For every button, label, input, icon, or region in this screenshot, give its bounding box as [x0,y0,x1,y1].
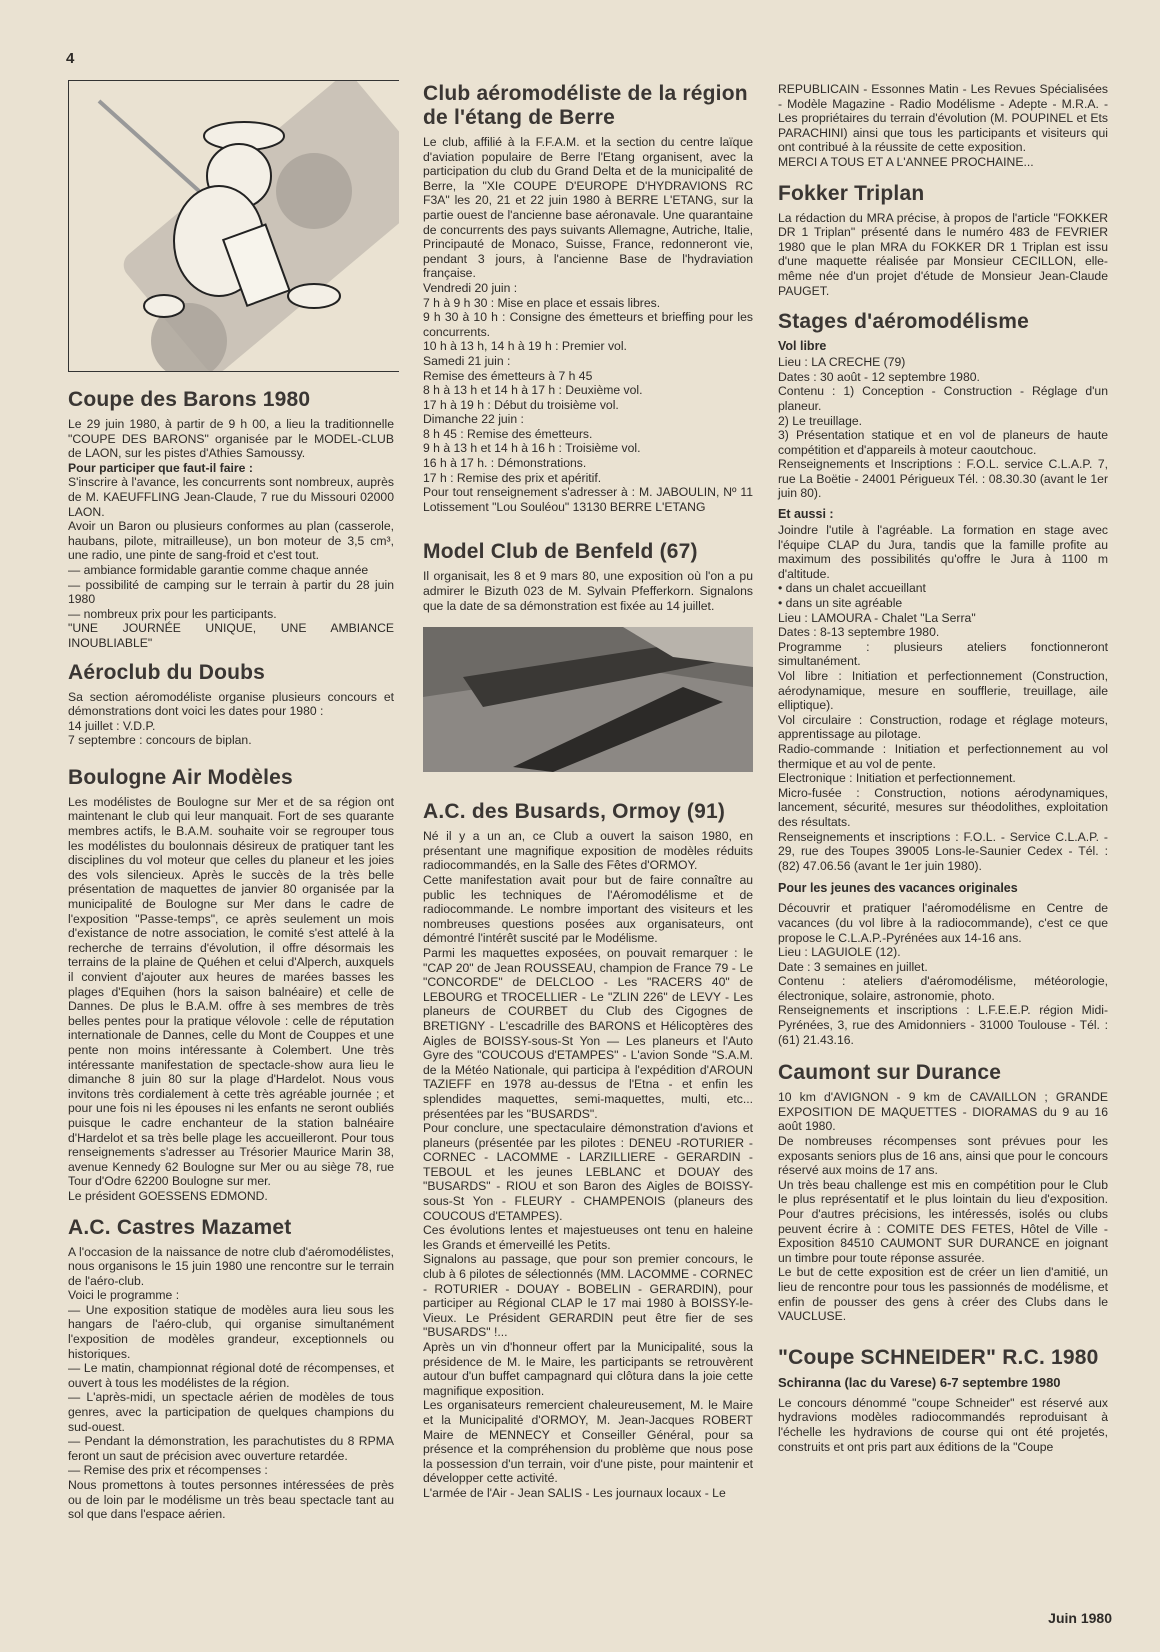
article-text: Découvrir et pratiquer l'aéromodélisme en Centre de vacances (du vol libre à la radiocommande), c'est ce que propose le C.L.A.P.-Pyrénées aux 14-16 ans. Lieu : LAGUIOLE (12). Date : 3 semaines en juillet. Contenu : ateliers d'aéromodélisme, météorologie, électronique, solaire, astronomie, photo. Renseignements et inscriptions : L.F.E.E.P. région Midi-Pyrénées, 3, rue des Amidonniers - 31000 Toulouse - Tél. : (61) 21.43.16. [778,901,1108,1047]
article-text: Il organisait, les 8 et 9 mars 80, une exposition où l'on a pu admirer le Bizuth 023 de M. Sylvain Pfefferkorn. Signalons que la date de sa démonstration est fixée au 14 juillet. [423,569,753,613]
subheading-vol-libre: Vol libre [778,339,827,354]
subheading-schiranna: Schiranna (lac du Varese) 6-7 septembre 1980 [778,1374,1061,1390]
article-text: 10 km d'AVIGNON - 9 km de CAVAILLON ; GRANDE EXPOSITION DE MAQUETTES - DIORAMAS du 9 au 16 août 1980. De nombreuses récompenses sont prévues pour les exposants seniors plus de 16 ans, ainsi que pour le concours réservé aux moins de 17 ans. Un très beau challenge est mis en compétition pour le Club le plus représentatif et le plus lointain du lieu d'exposition. Pour d'autres précisions, les intéressés, isolés ou clubs peuvent écrire à : COMITE DES FETES, Hôtel de Ville - Exposition 84510 CAUMONT SUR DURANCE en joignant un timbre pour toute réponse assurée. Le but de cette exposition est de créer un lien d'amitié, un lieu de rencontre pour tous les passionnés de modélisme, et enfin de pousser des gens à créer des Clubs dans le VAUCLUSE. [778,1090,1108,1324]
article-text: Les modélistes de Boulogne sur Mer et de sa région ont maintenant le club qui leur manquait. Fort de ses quarante membres actifs, le B.A.M. souhaite voir se regrouper tous les modélistes du boulonnais désireux de pratiquer tant les disciplines du vol moteur que celles du planeur et les joies des vols silencieux. Après le succès de la très belle présentation de maquettes de janvier 80 organisée par la municipalité de Boulogne sur Mer dans le cadre de l'exposition "Passe-temps", ce après seulement un mois d'existance de notre association, le comité s'est attelé à la recherche de terrains d'évolution, il offre désormais les terrains de la plaine de Quéhen et celui d'Alperch, auxquels il convient d'ajouter aux heures de marées basses les plages d'Equihen (hors la saison balnéaire) et celle de Dannes. De plus le B.A.M. offre à ses membres de très belles pentes pour la pratique vélovole : celle de réputation internationale de Dannes, celle du Mont de Couppes et une pente non moins intéressante à Colembert. Une très intéressante manifestation de spectacle-show aura lieu le dimanche 8 juin 80 sur la plage d'Hardelot. Nous vous invitons très cordialement à cette très agréable journée ; et pour une fois ni les épouses ni les enfants ne seront oubliés puisque le cadre enchanteur de la station balnéaire d'Hardelot et sa très belle plage les accueilleront. Pour tous renseignements s'adresser au Trésorier Maurice Marin 38, avenue Kennedy 62 Boulogne sur Mer ou au siège 78, rue Tour d'Odre 62200 Boulogne sur mer. Le président GOESSENS EDMOND. [68,794,394,1203]
article-text: Le club, affilié à la F.F.A.M. et la section du centre laïque d'aviation populaire de Berre l'Etang organisent, avec la participation du club du Grand Delta et de la municipalité de Berre, la "XIe COUPE D'EUROPE D'HYDRAVIONS RC F3A" les 20, 21 et 22 juin 1980 à BERRE L'ETANG, sur la partie ouest de l'ancienne base aéronavale. Une quarantaine de concurrents des pays suivants Allemagne, Autriche, Italie, Principauté de Monaco, Suisse, France, redonneront vie, pendant 3 jours, à l'ancienne Base de l'hydraviation française. Vendredi 20 juin : 7 h à 9 h 30 : Mise en place et essais libres. 9 h 30 à 10 h : Consigne des émetteurs et brieffing pour les concurrents. 10 h à 13 h, 14 h à 19 h : Premier vol. Samedi 21 juin : Remise des émetteurs à 7 h 45 8 h à 13 h et 14 h à 17 h : Deuxième vol. 17 h à 19 h : Début du troisième vol. Dimanche 22 juin : 8 h 45 : Remise des émetteurs. 9 h à 13 h et 14 h à 16 h : Troisième vol. 16 h à 17 h. : Démonstrations. 17 h : Remise des prix et apéritif. Pour tout renseignement s'adresser à : M. JABOULIN, Nº 11 Lotissement "Lou Souléou" 13130 BERRE L'ETANG [423,135,753,514]
heading-fokker-triplan: Fokker Triplan [778,181,925,205]
cartoon-illustration [68,80,399,372]
article-text: Le 29 juin 1980, à partir de 9 h 00, a lieu la traditionnelle "COUPE DES BARONS" organisée par le MODEL-CLUB de LAON, sur les pistes d'Athies Samoussy. [68,417,394,461]
issue-date: Juin 1980 [1048,1610,1112,1626]
heading-coupe-des-barons: Coupe des Barons 1980 [68,388,311,411]
article-text: Lieu : LA CRECHE (79) Dates : 30 août - 12 septembre 1980. Contenu : 1) Conception - Construction - Réglage d'un planeur. 2) Le treuillage. 3) Présentation statique et en vol de planeurs de haute compétition et d'appareils à moteur caoutchouc. Renseignements et Inscriptions : F.O.L. service C.L.A.P. 7, rue La Boëtie - 24001 Périgueux Tél. : 08.30.30 (avant le 1er juin 80). [778,355,1108,501]
heading-caumont: Caumont sur Durance [778,1061,1002,1085]
heading-ac-des-busards: A.C. des Busards, Ormoy (91) [423,800,726,824]
heading-ac-castres-mazamet: A.C. Castres Mazamet [68,1215,292,1239]
airplane-icon [423,627,753,772]
heading-boulogne-air-modeles: Boulogne Air Modèles [68,765,293,789]
article-text: A l'occasion de la naissance de notre club d'aéromodélistes, nous organisons le 15 juin 1980 une rencontre sur le terrain de l'aéro-club. Voici le programme : — Une exposition statique de modèles aura lieu sous les hangars de l'aéro-club, qui organise simultanément l'exposition de modèles grandeur, exceptionnels ou historiques. — Le matin, championnat régional doté de récompenses, et ouvert à tous les modélistes de la région. — L'après-midi, un spectacle aérien de modèles de tous genres, avec la participation de quelques champions du sud-ouest. — Pendant la démonstration, les parachutistes du 8 RPMA feront un saut de précision avec ouverture retardée. — Remise des prix et récompenses : Nous promettons à toutes personnes intéressées de près ou de loin par le modélisme un très beau spectacle tant au sol que dans l'espace aérien. [68,1244,394,1522]
article-text: Joindre l'utile à l'agréable. La formation en stage avec l'équipe CLAP du Jura, tandis que la famille profite au maximum des possibilités qu'offre le Jura à 1100 m d'altitude. • dans un chalet accueillant • dans un site agréable Lieu : LAMOURA - Chalet "La Serra" Dates : 8-13 septembre 1980. Programme : plusieurs ateliers fonctionneront simultanément. Vol libre : Initiation et perfectionnement (Construction, aérodynamique, mesure en soufflerie, treuillage, aile elliptique). Vol circulaire : Construction, rodage et réglage moteurs, apprentissage au pilotage. Radio-commande : Initiation et perfectionnement au vol thermique et au vol de pente. Electronique : Initiation et perfectionnement. Micro-fusée : Construction, notions aérodynamiques, lancement, sécurité, mesures sur théodolithes, exploitation des résultats. Renseignements et inscriptions : F.O.L. - Service C.L.A.P. - 29, rue des Toupes 39005 Lons-le-Saunier Cedex - Tél. : (82) 47.06.56 (avant le 1er juin 1980). [778,523,1108,873]
column-3 [778,82,1108,1454]
article-text: Le concours dénommé "coupe Schneider" est réservé aux hydravions modèles radiocommandés reproduisant à l'échelle les hydravions de course qui ont été projetés, construits et ont pris part aux éditions de la "Coupe [778,1395,1108,1454]
article-text: REPUBLICAIN - Essonnes Matin - Les Revues Spécialisées - Modèle Magazine - Radio Modélisme - Adepte - M.R.A. - Les propriétaires du terrain d'évolution (M. POUPINEL et Ets PARACHINI) ainsi que tous les participants et visiteurs qui ont contribué à la réussite de cette exposition. MERCI A TOUS ET A L'ANNEE PROCHAINE... [778,82,1108,169]
heading-club-berre: Club aéromodéliste de la région de l'étang de Berre [423,82,748,129]
article-text: La rédaction du MRA précise, à propos de l'article "FOKKER DR 1 Triplan" présenté dans le numéro 483 de FEVRIER 1980 que le plan MRA du FOKKER DR 1 Triplan est issu d'une maquette réalisée par Monsieur CECILLON, elle-même née d'un projet d'étude de Monsieur Jean-Claude PAUGET. [778,210,1108,298]
heading-model-club-benfeld: Model Club de Benfeld (67) [423,540,698,564]
subheading-et-aussi: Et aussi : [778,507,834,522]
column-1 [68,80,394,1522]
subheading-jeunes: Pour les jeunes des vacances originales [778,881,1018,896]
model-plane-photo [423,627,753,772]
cartoon-newsboy-icon [69,81,399,371]
article-text: S'inscrire à l'avance, les concurrents sont nombreux, auprès de M. KAEUFFLING Jean-Claude, 7 rue du Missouri 02000 LAON. Avoir un Baron ou plusieurs conformes au plan (casserole, haubans, pilote, mitrailleuse), un bon moteur de 3,5 cm³, une radio, une pinte de sang-froid et c'est tout. — ambiance formidable garantie comme chaque année — possibilité de camping sur le terrain à partir du 28 juin 1980 — nombreux prix pour les participants. "UNE JOURNÉE UNIQUE, UNE AMBIANCE INOUBLIABLE" [68,475,394,650]
article-text: Né il y a un an, ce Club a ouvert la saison 1980, en présentant une magnifique exposition de modèles réduits radiocommandés, en la Salle des Fêtes d'ORMOY. Cette manifestation avait pour but de faire connaître au public les techniques de l'Aéromodélisme et de radiocommande. Le nombre important des visiteurs et les nombreuses questions posées aux organisateurs, ont démontré l'intérêt suscité par le Modélisme. Parmi les maquettes exposées, on pouvait remarquer : le "CAP 20" de Jean ROUSSEAU, champion de France 79 - Le "CONCORDE" de DELCLOO - Les "RACERS 40" de LEBOURG et TROCELLIER - Le "ZLIN 226" de LEVY - Les planeurs de COURBET du Club des Cigognes de BRETIGNY - L'escadrille des BARONS et Hélicoptères des Aigles de BOISSY-sous-St Yon — Les planeurs et l'Auto Gyre des "COUCOUS d'ETAMPES" - L'avion Sonde "S.A.M. de la Météo Nationale, qui participa à l'expédition d'AROUN TAZIEFF en 1978 au-dessus de l'Etna - et enfin les splendides maquettes, semi-maquettes, multi, etc... présentées par les "BUSARDS". Pour conclure, une spectaculaire démonstration d'avions et planeurs (présentée par les pilotes : DENEU -ROTURIER - CORNEC - LACOMME - LARZILLIERE - GERARDIN - TEBOUL et les jeunes LEBLANC et DOUAY des "BUSARDS" - RIOU et son Baron des Aigles de BOISSY-sous-St Yon - FLEURY - CHAMPENOIS (planeurs des COUCOUS d'ETAMPES). Ces évolutions lentes et majestueuses ont tenu en haleine les Grands et émerveillé les Petits. Signalons au passage, que pour son premier concours, le club à 6 pilotes de sélectionnés (MM. LACOMME - CORNEC - ROTURIER - DOUAY - BOBELIN - GERARDIN), pour participer au Régional CLAP le 17 mai 1980 à BOISSY-le-Vieux. Le Président GERARDIN peut être fier de ses "BUSARDS" !... Après un vin d'honneur offert par la Municipalité, sous la présidence de M. le Maire, les participants se retrouvèrent autour d'un buffet campagnard qui clôtura dans la joie cette magnifique exposition. Les organisateurs remercient chaleureusement, M. le Maire et la Municipalité d'ORMOY, M. Jean-Jacques ROBERT Maire de MENNECY et Conseiller Général, pour sa présence et la compréhension du problème que nous pose la possession d'un terrain, voir d'une piste, pour maintenir et développer cette activité. L'armée de l'Air - Jean SALIS - Les journaux locaux - Le [423,829,753,1500]
page-number: 4 [66,50,75,67]
subheading: Pour participer que faut-il faire : [68,460,253,475]
heading-stages: Stages d'aéromodélisme [778,310,1029,334]
column-2 [423,82,753,1501]
article-text: Sa section aéromodéliste organise plusieurs concours et démonstrations dont voici les dates pour 1980 : 14 juillet : V.D.P. 7 septembre : concours de biplan. [68,689,394,748]
heading-aeroclub-du-doubs: Aéroclub du Doubs [68,660,266,684]
heading-coupe-schneider: "Coupe SCHNEIDER" R.C. 1980 [778,1345,1099,1369]
